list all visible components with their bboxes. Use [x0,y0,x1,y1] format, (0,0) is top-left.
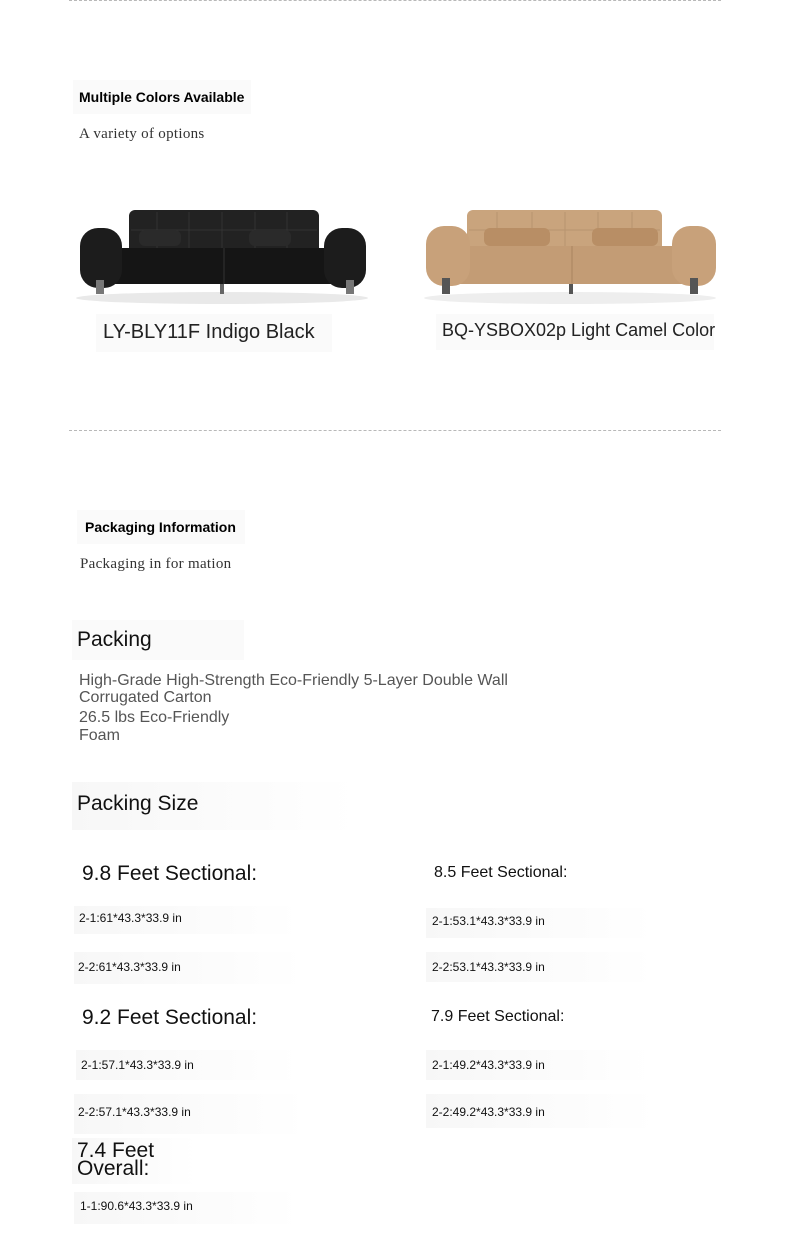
section-title-7-9-feet: 7.9 Feet Sectional: [431,1008,565,1025]
section-title-8-5-feet: 8.5 Feet Sectional: [434,864,568,881]
sofa-camel-image [422,200,718,305]
packaging-subtitle: Packaging in for mation [80,556,232,572]
dim-row-9-8-1: 2-1:61*43.3*33.9 in [79,911,182,925]
section-title-9-8-feet: 9.8 Feet Sectional: [82,862,258,885]
packing-heading: Packing [77,628,152,651]
packaging-title: Packaging Information [85,519,236,535]
dim-row-8-5-2: 2-2:53.1*43.3*33.9 in [432,960,545,974]
colors-subtitle: A variety of options [79,126,205,142]
section-title-7-4-feet-line1: 7.4 Feet [77,1139,155,1162]
dim-row-9-8-2: 2-2:61*43.3*33.9 in [78,960,181,974]
dim-row-7-9-2: 2-2:49.2*43.3*33.9 in [432,1105,545,1119]
product-label-camel: BQ-YSBOX02p Light Camel Color [442,320,716,340]
packing-line-2: Corrugated Carton [79,689,212,706]
dim-row-7-9-1: 2-1:49.2*43.3*33.9 in [432,1058,545,1072]
dim-row-8-5-1: 2-1:53.1*43.3*33.9 in [432,914,545,928]
packing-line-3: 26.5 lbs Eco-Friendly [79,709,230,726]
dim-row-7-4-1: 1-1:90.6*43.3*33.9 in [80,1199,193,1213]
packing-size-heading: Packing Size [77,792,199,815]
section-title-9-2-feet: 9.2 Feet Sectional: [82,1006,258,1029]
section-title-7-4-feet-line2: Overall: [77,1157,150,1180]
dim-row-9-2-2: 2-2:57.1*43.3*33.9 in [78,1105,191,1119]
colors-title: Multiple Colors Available [79,89,245,105]
top-divider [69,0,721,1]
product-label-black: LY-BLY11F Indigo Black [103,321,315,343]
packing-line-1: High-Grade High-Strength Eco-Friendly 5-Layer Double Wall [79,672,508,689]
packing-line-4: Foam [79,727,120,744]
dim-row-9-2-1: 2-1:57.1*43.3*33.9 in [81,1058,194,1072]
section-divider [69,430,721,431]
sofa-black-image [74,200,370,305]
